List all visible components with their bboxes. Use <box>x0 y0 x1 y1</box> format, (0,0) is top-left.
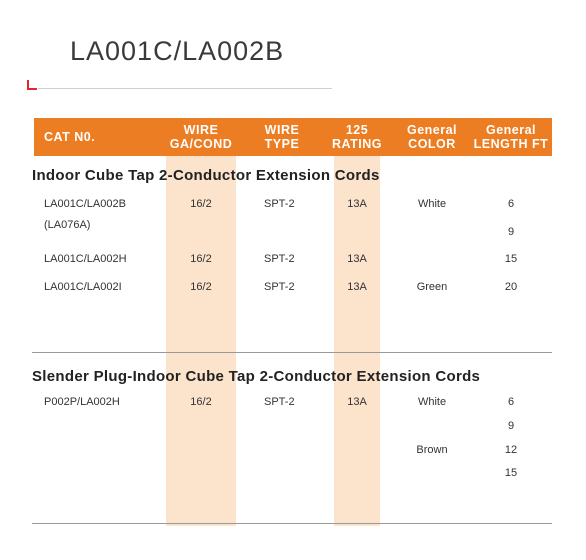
header-color <box>396 118 468 156</box>
cell-length: 20 <box>504 281 518 293</box>
corner-mark <box>27 80 37 90</box>
cell-wire: 16/2 <box>190 253 212 265</box>
cell-cat: LA001C/LA002B <box>44 198 126 210</box>
rating-column-highlight <box>334 156 380 526</box>
cell-type: SPT-2 <box>264 281 295 293</box>
page-title: LA001C/LA002B <box>70 36 285 66</box>
header-cat-no <box>44 118 95 156</box>
cell-type: SPT-2 <box>264 198 295 210</box>
section-title-slender-plug: Slender Plug-Indoor Cube Tap 2-Conductor Extension Cords <box>32 368 481 385</box>
header-wire-ga <box>166 118 236 156</box>
cell-length: 9 <box>507 226 515 238</box>
cell-wire: 16/2 <box>190 281 212 293</box>
cell-length: 15 <box>504 467 518 479</box>
cell-length: 6 <box>507 198 515 210</box>
header-color-line1: General <box>406 123 458 137</box>
cell-rating: 13A <box>347 198 367 210</box>
cell-cat: (LA076A) <box>44 219 91 231</box>
header-color-line2: COLOR <box>408 137 456 151</box>
wire-column-highlight <box>166 156 236 526</box>
cell-color: Green <box>416 281 448 293</box>
cell-cat: P002P/LA002H <box>44 396 120 408</box>
cell-type: SPT-2 <box>264 253 295 265</box>
cell-wire: 16/2 <box>190 198 212 210</box>
cell-color: Brown <box>416 444 448 456</box>
cell-cat: LA001C/LA002H <box>44 253 127 265</box>
table-header <box>34 118 552 156</box>
title-divider <box>38 88 332 89</box>
cell-color: White <box>417 198 447 210</box>
header-rating-line2: RATING <box>332 137 382 151</box>
cell-length: 15 <box>504 253 518 265</box>
header-wire-ga-line2: GA/COND <box>169 137 233 151</box>
cell-wire: 16/2 <box>190 396 212 408</box>
header-cat-no-line1: CAT N0. <box>44 130 96 144</box>
cell-cat: LA001C/LA002I <box>44 281 122 293</box>
header-wire-type-line2: TYPE <box>264 137 300 151</box>
header-length <box>470 118 552 156</box>
cell-color: White <box>417 396 447 408</box>
cell-length: 12 <box>504 444 518 456</box>
cell-rating: 13A <box>347 396 367 408</box>
header-length-line1: General <box>485 123 537 137</box>
header-rating-line1: 125 <box>345 123 369 137</box>
cell-rating: 13A <box>347 253 367 265</box>
table-bottom-rule <box>32 523 552 524</box>
header-wire-type-line1: WIRE <box>264 123 300 137</box>
cell-type: SPT-2 <box>264 396 295 408</box>
header-wire-type <box>252 118 312 156</box>
header-rating <box>334 118 380 156</box>
header-length-line2: LENGTH FT <box>473 137 549 151</box>
cell-rating: 13A <box>347 281 367 293</box>
cell-length: 9 <box>507 420 515 432</box>
section-title-indoor-cube-tap: Indoor Cube Tap 2-Conductor Extension Cords <box>32 167 380 184</box>
header-wire-ga-line1: WIRE <box>183 123 219 137</box>
cell-length: 6 <box>507 396 515 408</box>
section-divider <box>32 352 552 353</box>
